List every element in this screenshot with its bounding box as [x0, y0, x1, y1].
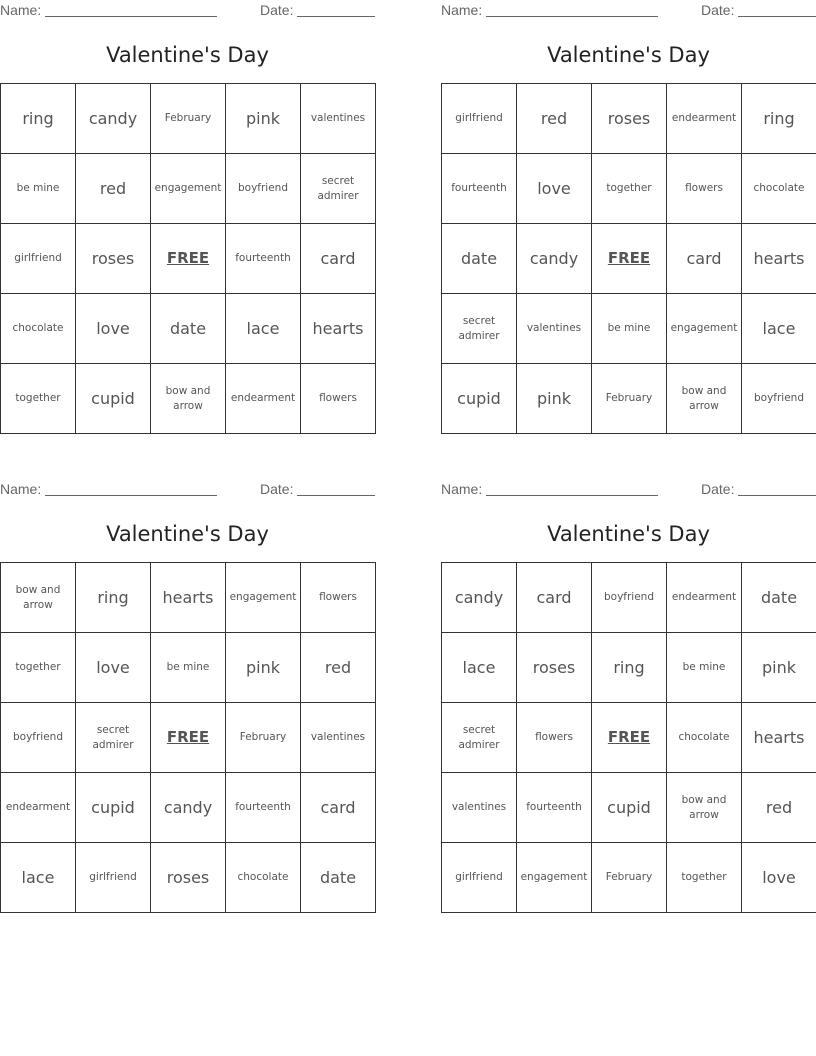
bingo-cell: card: [301, 773, 376, 843]
name-label: Name:: [441, 2, 483, 18]
bingo-cell: pink: [742, 633, 816, 703]
bingo-row: [442, 154, 816, 224]
bingo-cell: February: [592, 843, 667, 913]
bingo-cell: love: [742, 843, 816, 913]
bingo-cell: flowers: [517, 703, 592, 773]
bingo-row: [442, 84, 816, 154]
bingo-cell: February: [151, 84, 226, 154]
bingo-cell: endearment: [1, 773, 76, 843]
bingo-cell: pink: [517, 364, 592, 434]
name-label: Name:: [441, 481, 483, 497]
free-space: FREE: [592, 703, 667, 773]
bingo-cell: date: [742, 563, 816, 633]
bingo-cell: pink: [226, 633, 301, 703]
bingo-cell: lace: [442, 633, 517, 703]
card-title: Valentine's Day: [106, 43, 269, 67]
bingo-card-3: [0, 479, 375, 887]
bingo-cell: pink: [226, 84, 301, 154]
bingo-row: [442, 563, 816, 633]
free-space: FREE: [592, 224, 667, 294]
bingo-grid: [441, 83, 816, 434]
bingo-cell: February: [592, 364, 667, 434]
bingo-cell: lace: [1, 843, 76, 913]
bingo-cell: together: [667, 843, 742, 913]
bingo-grid: [0, 83, 376, 434]
date-blank-line: [297, 16, 375, 17]
bingo-cell: flowers: [301, 364, 376, 434]
bingo-row: [1, 84, 376, 154]
bingo-cell: red: [517, 84, 592, 154]
bingo-cell: flowers: [301, 563, 376, 633]
bingo-cell: candy: [76, 84, 151, 154]
bingo-cell: secret admirer: [301, 154, 376, 224]
bingo-cell: bow and arrow: [667, 364, 742, 434]
bingo-cell: roses: [517, 633, 592, 703]
date-blank-line: [738, 495, 816, 496]
bingo-cell: girlfriend: [1, 224, 76, 294]
bingo-row: [442, 294, 816, 364]
bingo-cell: candy: [442, 563, 517, 633]
bingo-row: [1, 294, 376, 364]
bingo-cell: lace: [226, 294, 301, 364]
bingo-grid: [0, 562, 376, 913]
bingo-cell: ring: [592, 633, 667, 703]
bingo-cell: fourteenth: [226, 773, 301, 843]
bingo-cell: cupid: [592, 773, 667, 843]
bingo-cell: date: [301, 843, 376, 913]
bingo-cell: hearts: [151, 563, 226, 633]
bingo-cell: fourteenth: [517, 773, 592, 843]
date-label: Date:: [260, 481, 294, 497]
card-header: [0, 479, 375, 501]
bingo-cell: chocolate: [226, 843, 301, 913]
bingo-cell: roses: [76, 224, 151, 294]
bingo-cell: boyfriend: [226, 154, 301, 224]
bingo-cell: February: [226, 703, 301, 773]
name-blank-line: [486, 16, 658, 17]
bingo-cell: together: [592, 154, 667, 224]
bingo-cell: candy: [151, 773, 226, 843]
bingo-cell: lace: [742, 294, 816, 364]
name-label: Name:: [0, 2, 42, 18]
bingo-cell: flowers: [667, 154, 742, 224]
bingo-row: [442, 224, 816, 294]
bingo-cell: valentines: [301, 703, 376, 773]
free-space: FREE: [151, 224, 226, 294]
bingo-row: [1, 773, 376, 843]
bingo-grid: [441, 562, 816, 913]
bingo-cell: together: [1, 633, 76, 703]
bingo-cell: ring: [76, 563, 151, 633]
bingo-row: [1, 364, 376, 434]
bingo-cell: be mine: [151, 633, 226, 703]
bingo-cell: endearment: [667, 563, 742, 633]
bingo-cell: boyfriend: [592, 563, 667, 633]
bingo-cell: cupid: [76, 773, 151, 843]
bingo-card-1: [0, 0, 375, 412]
date-blank-line: [738, 16, 816, 17]
bingo-cell: girlfriend: [442, 84, 517, 154]
bingo-cell: secret admirer: [76, 703, 151, 773]
bingo-cell: valentines: [301, 84, 376, 154]
bingo-cell: love: [517, 154, 592, 224]
bingo-cell: date: [151, 294, 226, 364]
card-header: [441, 0, 816, 22]
bingo-cell: candy: [517, 224, 592, 294]
bingo-cell: love: [76, 633, 151, 703]
card-title: Valentine's Day: [106, 522, 269, 546]
bingo-cell: card: [301, 224, 376, 294]
bingo-cell: chocolate: [667, 703, 742, 773]
bingo-cell: endearment: [226, 364, 301, 434]
bingo-cell: cupid: [76, 364, 151, 434]
bingo-cell: boyfriend: [1, 703, 76, 773]
bingo-cell: cupid: [442, 364, 517, 434]
bingo-row: [1, 703, 376, 773]
bingo-cell: date: [442, 224, 517, 294]
card-title: Valentine's Day: [547, 43, 710, 67]
bingo-cell: bow and arrow: [151, 364, 226, 434]
bingo-cell: girlfriend: [76, 843, 151, 913]
bingo-cell: hearts: [301, 294, 376, 364]
date-blank-line: [297, 495, 375, 496]
bingo-row: [1, 154, 376, 224]
bingo-cell: roses: [592, 84, 667, 154]
bingo-cell: valentines: [517, 294, 592, 364]
bingo-row: [1, 563, 376, 633]
bingo-cell: ring: [1, 84, 76, 154]
bingo-cell: engagement: [151, 154, 226, 224]
bingo-cell: secret admirer: [442, 703, 517, 773]
date-label: Date:: [701, 2, 735, 18]
bingo-cell: girlfriend: [442, 843, 517, 913]
card-header: [0, 0, 375, 22]
bingo-cell: red: [76, 154, 151, 224]
bingo-cell: love: [76, 294, 151, 364]
bingo-cell: red: [742, 773, 816, 843]
name-label: Name:: [0, 481, 42, 497]
bingo-cell: engagement: [517, 843, 592, 913]
bingo-row: [442, 843, 816, 913]
bingo-cell: be mine: [592, 294, 667, 364]
bingo-cell: boyfriend: [742, 364, 816, 434]
bingo-row: [442, 364, 816, 434]
name-blank-line: [486, 495, 658, 496]
bingo-cell: engagement: [226, 563, 301, 633]
bingo-cell: red: [301, 633, 376, 703]
bingo-cell: engagement: [667, 294, 742, 364]
bingo-cell: bow and arrow: [1, 563, 76, 633]
bingo-cell: bow and arrow: [667, 773, 742, 843]
bingo-cell: together: [1, 364, 76, 434]
name-blank-line: [45, 495, 217, 496]
bingo-cell: card: [667, 224, 742, 294]
bingo-row: [442, 773, 816, 843]
bingo-cell: be mine: [1, 154, 76, 224]
bingo-row: [442, 633, 816, 703]
bingo-cell: valentines: [442, 773, 517, 843]
bingo-row: [1, 633, 376, 703]
bingo-row: [442, 703, 816, 773]
bingo-cell: chocolate: [742, 154, 816, 224]
bingo-cell: card: [517, 563, 592, 633]
bingo-cell: be mine: [667, 633, 742, 703]
bingo-cell: fourteenth: [442, 154, 517, 224]
bingo-cell: secret admirer: [442, 294, 517, 364]
card-title: Valentine's Day: [547, 522, 710, 546]
bingo-cell: chocolate: [1, 294, 76, 364]
bingo-cell: ring: [742, 84, 816, 154]
bingo-cell: fourteenth: [226, 224, 301, 294]
bingo-cell: hearts: [742, 224, 816, 294]
date-label: Date:: [260, 2, 294, 18]
bingo-cell: hearts: [742, 703, 816, 773]
bingo-cell: endearment: [667, 84, 742, 154]
bingo-cell: roses: [151, 843, 226, 913]
bingo-row: [1, 224, 376, 294]
date-label: Date:: [701, 481, 735, 497]
bingo-card-2: [441, 0, 816, 412]
free-space: FREE: [151, 703, 226, 773]
bingo-row: [1, 843, 376, 913]
bingo-card-4: [441, 479, 816, 887]
card-header: [441, 479, 816, 501]
name-blank-line: [45, 16, 217, 17]
